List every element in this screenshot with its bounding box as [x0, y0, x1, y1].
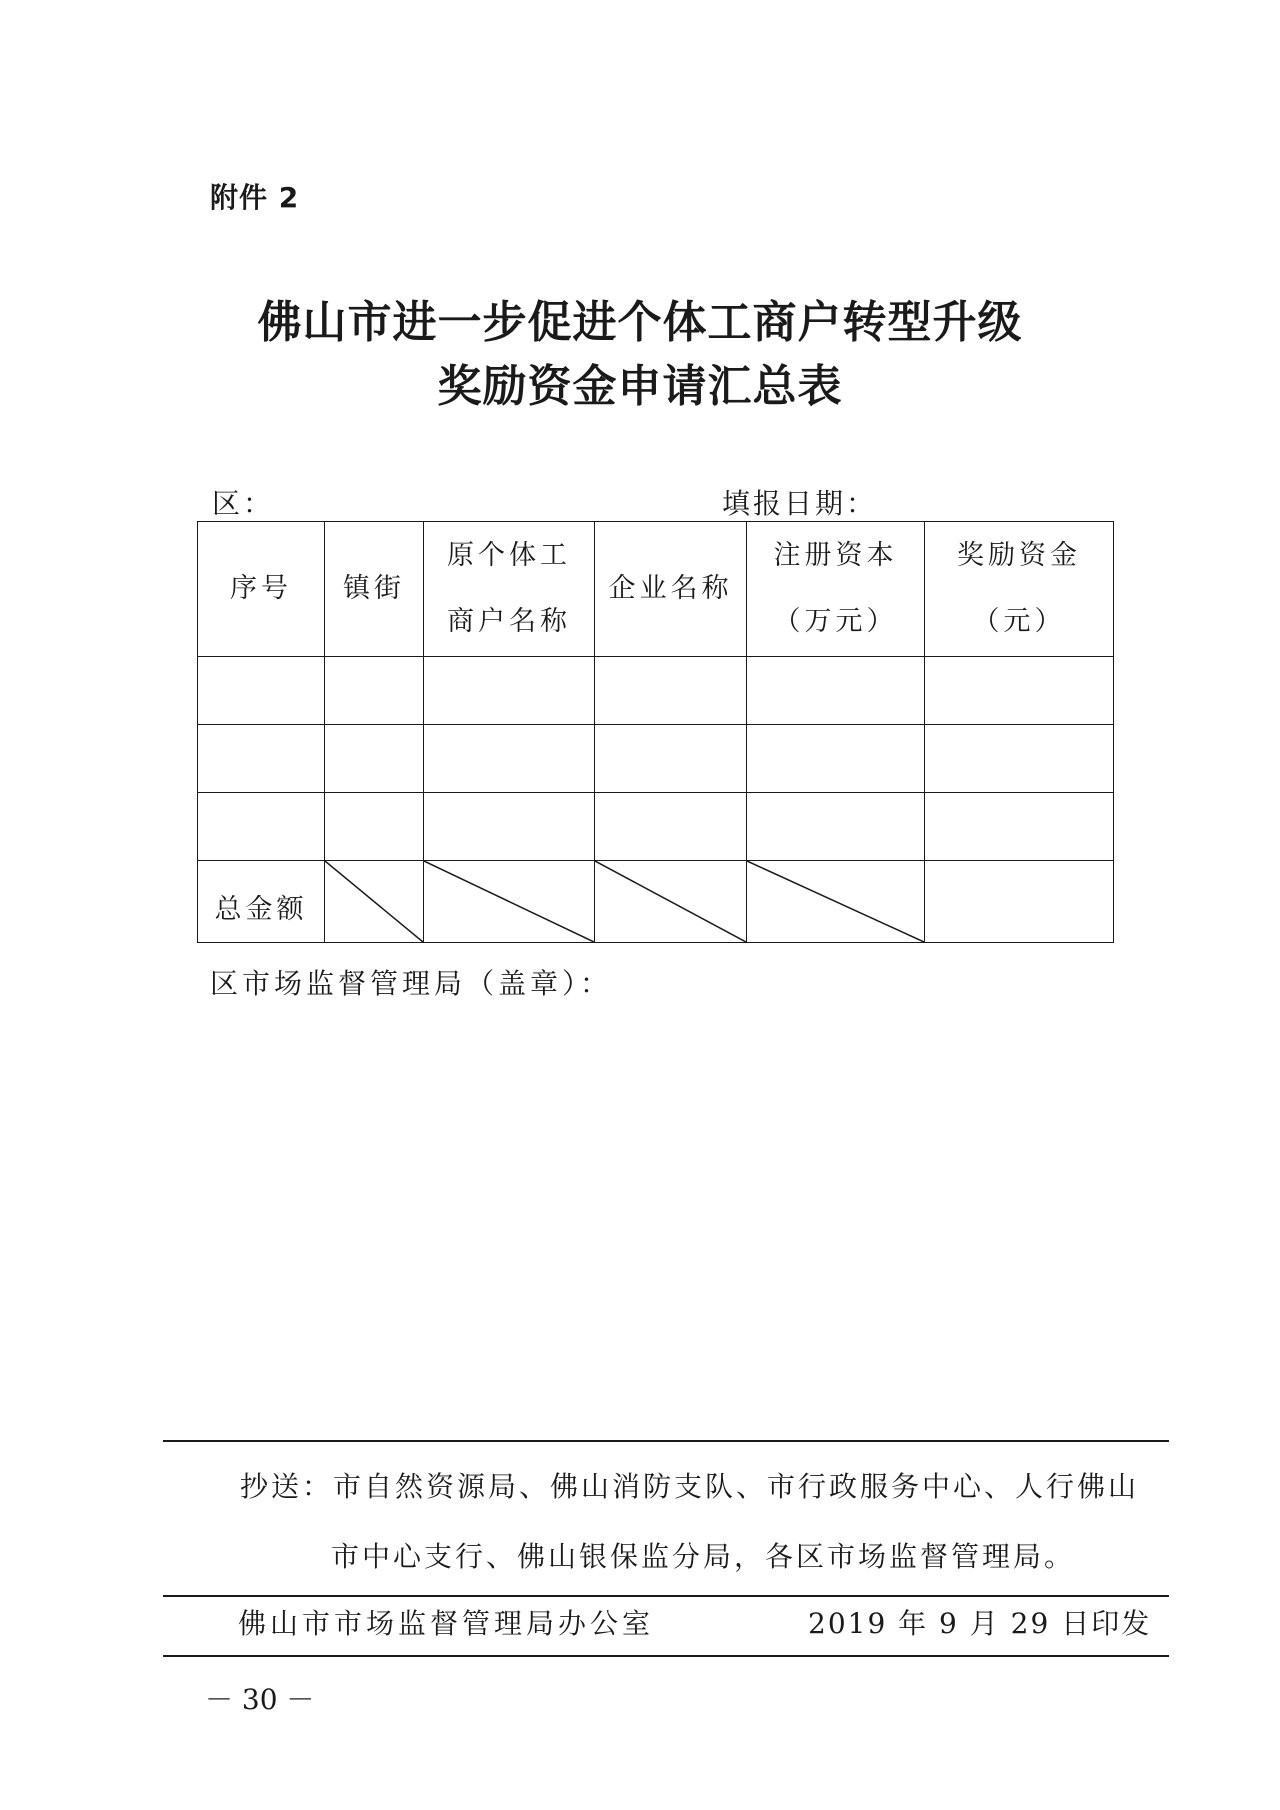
fill-date-label: 填报日期：	[722, 487, 878, 520]
header-reward-line-2: （元）	[972, 606, 1066, 637]
summary-table	[197, 521, 1114, 943]
table-cell[interactable]	[747, 793, 925, 861]
diagonal-strike-icon	[747, 861, 924, 942]
header-original-name-line-2: 商户名称	[447, 606, 571, 637]
seal-line: 区市场监督管理局（盖章）：	[210, 967, 613, 1000]
table-cell[interactable]	[595, 793, 747, 861]
district-label: 区：	[212, 487, 275, 520]
header-cell-serial	[198, 522, 325, 657]
table-cell[interactable]	[325, 657, 424, 725]
table-cell[interactable]	[424, 725, 595, 793]
header-reward-line-1: 奖励资金	[957, 540, 1081, 571]
header-capital-line-1: 注册资本	[773, 540, 898, 571]
header-cell-original-name	[424, 522, 595, 657]
attachment-label: 附件 2	[210, 181, 300, 214]
table-row	[198, 657, 1114, 725]
table-cell[interactable]	[925, 657, 1114, 725]
document-title-line-1: 佛山市进一步促进个体工商户转型升级	[257, 297, 1023, 348]
table-cell[interactable]	[198, 657, 325, 725]
issuer: 佛山市市场监督管理局办公室	[238, 1607, 655, 1640]
table-row	[198, 793, 1114, 861]
document-title-line-2: 奖励资金申请汇总表	[437, 361, 843, 412]
table-cell[interactable]	[198, 793, 325, 861]
diagonal-strike-icon	[595, 861, 746, 942]
table-cell[interactable]	[198, 725, 325, 793]
total-amount-cell[interactable]	[925, 861, 1114, 943]
divider	[163, 1440, 1169, 1442]
total-row	[198, 861, 1114, 943]
diagonal-strike-icon	[424, 861, 594, 942]
header-town-label: 镇街	[343, 573, 405, 604]
header-cell-reward	[925, 522, 1114, 657]
table-cell[interactable]	[595, 657, 747, 725]
divider	[163, 1595, 1169, 1597]
total-label: 总金额	[214, 893, 308, 925]
struck-out-cell	[325, 861, 424, 943]
table-cell[interactable]	[424, 657, 595, 725]
diagonal-strike-icon	[325, 861, 423, 942]
header-cell-company-name	[595, 522, 747, 657]
header-cell-registered-capital	[747, 522, 925, 657]
header-capital-line-2: （万元）	[773, 606, 898, 637]
divider	[163, 1655, 1169, 1657]
table-cell[interactable]	[747, 657, 925, 725]
table-header-row	[198, 522, 1114, 657]
header-cell-town	[325, 522, 424, 657]
header-serial-label: 序号	[230, 573, 292, 604]
page-number: － 30 －	[205, 1683, 315, 1716]
table-cell[interactable]	[925, 725, 1114, 793]
header-original-name-line-1: 原个体工	[447, 540, 571, 571]
table-row	[198, 725, 1114, 793]
issue-date: 2019 年 9 月 29 日印发	[808, 1607, 1152, 1640]
header-company-name-label: 企业名称	[608, 573, 733, 604]
total-label-cell	[198, 861, 325, 943]
table-cell[interactable]	[424, 793, 595, 861]
struck-out-cell	[595, 861, 747, 943]
table-cell[interactable]	[747, 725, 925, 793]
struck-out-cell	[747, 861, 925, 943]
table-cell[interactable]	[595, 725, 747, 793]
cc-line-2: 市中心支行、佛山银保监分局，各区市场监督管理局。	[331, 1540, 1076, 1573]
table-cell[interactable]	[325, 725, 424, 793]
table-cell[interactable]	[325, 793, 424, 861]
cc-line-1: 抄送：市自然资源局、佛山消防支队、市行政服务中心、人行佛山	[240, 1470, 1140, 1503]
struck-out-cell	[424, 861, 595, 943]
table-cell[interactable]	[925, 793, 1114, 861]
